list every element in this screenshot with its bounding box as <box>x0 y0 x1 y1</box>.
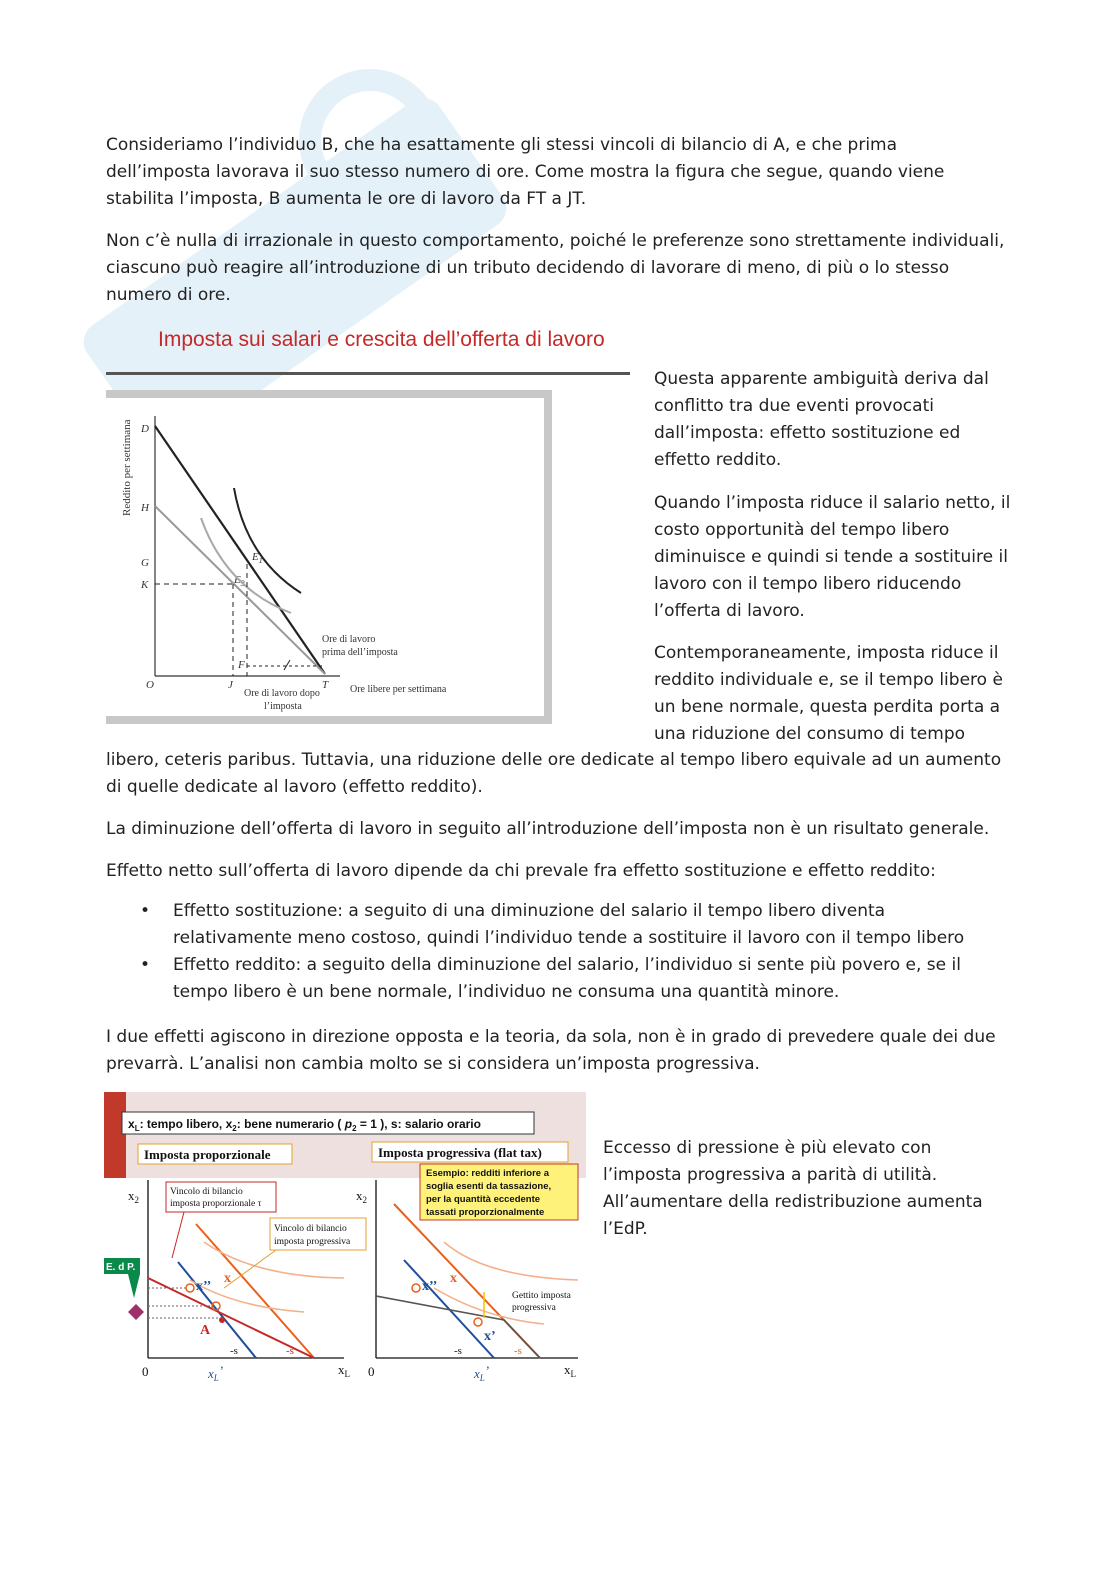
left-origin: 0 <box>142 1364 149 1379</box>
right-origin: 0 <box>368 1364 375 1379</box>
point-xdd-right <box>412 1284 420 1292</box>
gettito-2: progressiva <box>512 1303 556 1313</box>
figure1-rule <box>106 372 630 375</box>
indifference-curve-1 <box>234 488 301 593</box>
right-minus-s-2: -s <box>514 1345 522 1357</box>
label-T: T <box>322 679 329 691</box>
edp-diamond <box>128 1304 144 1320</box>
label-A: A <box>200 1323 211 1338</box>
budget-line-posttax <box>155 506 325 674</box>
paragraph-labor-decrease: La diminuzione dell’offerta di lavoro in seguito all’introduzione dell’imposta non è un risultato generale. <box>106 819 990 839</box>
figure1-chart <box>106 398 542 716</box>
side-edp: Eccesso di pressione è più elevato con l’imposta progressiva a parità di utilità. All’aumentare della redistribuzione aumenta l’EdP. <box>603 1138 983 1239</box>
example-line-4: tassati proporzionalmente <box>426 1207 545 1218</box>
left-minus-s-1: -s <box>230 1345 238 1357</box>
annot-after-2: l’imposta <box>264 701 302 712</box>
paragraph-net-effect: Effetto netto sull’offerta di lavoro dipende da chi prevale fra effetto sostituzione e effetto reddito: <box>106 861 936 881</box>
left-panel-title: Imposta proporzionale <box>144 1147 271 1162</box>
box-vincolo-prog-2: imposta progressiva <box>274 1237 351 1247</box>
label-J: J <box>228 679 233 691</box>
annot-after-1: Ore di lavoro dopo <box>244 688 320 699</box>
arrow-after <box>284 660 290 670</box>
list-item: • Effetto reddito: a seguito della diminuzione del salario, l’individuo si sente più povero e, se il tempo libero è un bene normale, l’individuo ne consuma una quantità minore. <box>106 952 1006 1006</box>
label-F: F <box>238 659 245 671</box>
example-line-1: Esempio: redditi inferiore a <box>426 1168 549 1179</box>
paragraph-intro: Consideriamo l’individuo B, che ha esattamente gli stessi vincoli di bilancio di A, e che prima dell’imposta lavorava il suo stesso numero di ore. Come mostra la figura che segue, quando viene stabilita l’imposta, B aumenta le ore di lavoro da FT a JT. <box>106 135 945 209</box>
label-xprime: x’ <box>484 1329 496 1344</box>
point-xprime <box>474 1318 482 1326</box>
right-x-label: $x_L$ <box>564 1362 576 1379</box>
effects-list <box>106 898 1006 1006</box>
figure2-chart <box>104 1092 590 1388</box>
annot-before-1: Ore di lavoro <box>322 634 376 645</box>
box-vincolo-prop-2: imposta proporzionale τ <box>170 1199 262 1209</box>
annot-before-2: prima dell’imposta <box>322 647 398 658</box>
figure1-xlabel: Ore libere per settimana <box>350 684 447 695</box>
label-D: D <box>141 423 149 435</box>
paragraph-rationality: Non c’è nulla di irrazionale in questo comportamento, poiché le preferenze sono strettamente individuali, ciascuno può reagire all’introduzione di un tributo decidendo di lavorare di meno, di più o lo stesso numero di ore. <box>106 231 1005 305</box>
label-x-right: x <box>450 1271 457 1286</box>
side-ambiguity: Questa apparente ambiguità deriva dal conflitto tra due eventi provocati dall’imposta: effetto sostituzione ed effetto reddito. <box>654 369 989 470</box>
callout-line-prop <box>172 1212 184 1258</box>
right-xL-prime: $x_L$’ <box>474 1363 490 1383</box>
label-x-left: x <box>224 1271 231 1286</box>
right-panel-title: Imposta progressiva (flat tax) <box>378 1145 542 1160</box>
left-x-label: $x_L$ <box>338 1362 350 1379</box>
left-minus-s-2: -s <box>286 1345 294 1357</box>
figure1-ylabel: Reddito per settimana <box>121 419 133 516</box>
label-E1: $E_1$ <box>252 551 263 565</box>
edp-label: E. d P. <box>106 1262 136 1273</box>
example-line-3: per la quantità eccedente <box>426 1194 541 1205</box>
label-H: H <box>141 502 149 514</box>
side-income: Contemporaneamente, imposta riduce il reddito individuale e, se il tempo libero è un bene normale, questa perdita porta a una riduzione del consumo di tempo <box>654 643 1003 744</box>
box-vincolo-prop-1: Vincolo di bilancio <box>170 1187 243 1197</box>
left-xL-prime: $x_L$’ <box>208 1363 224 1383</box>
paragraph-income-continued: libero, ceteris paribus. Tuttavia, una riduzione delle ore dedicate al tempo libero equivale ad un aumento di quelle dedicate al lavoro (effetto reddito). <box>106 750 1002 797</box>
figure2-header: $x_L$: tempo libero, $x_2$: bene numerario ( $p_2 = 1$ ), s: salario orario <box>128 1117 481 1133</box>
gettito-1: Gettito imposta <box>512 1291 571 1301</box>
right-indiff-1 <box>444 1242 578 1280</box>
paragraph-two-effects: I due effetti agiscono in direzione opposta e la teoria, da sola, non è in grado di prevedere quale dei due prevarrà. L’analisi non cambia molto se si considera un’imposta progressiva. <box>106 1027 996 1074</box>
point-xdd-left <box>186 1284 194 1292</box>
point-A-dot <box>219 1317 225 1323</box>
label-E3: $E_3$ <box>234 574 245 588</box>
example-line-2: soglia esenti da tassazione, <box>426 1181 552 1192</box>
box-vincolo-prog-1: Vincolo di bilancio <box>274 1224 347 1234</box>
left-y-label: $x_2$ <box>128 1188 139 1205</box>
label-K: K <box>141 579 149 591</box>
figure1-title: Imposta sui salari e crescita dell’offerta di lavoro <box>158 328 605 351</box>
label-xdd-left: x’’ <box>196 1279 212 1294</box>
label-O: O <box>146 679 154 691</box>
edp-pointer <box>128 1274 140 1298</box>
label-xdd-right: x’’ <box>422 1279 438 1294</box>
right-minus-s-1: -s <box>454 1345 462 1357</box>
label-G: G <box>141 557 149 569</box>
side-substitution: Quando l’imposta riduce il salario netto, il costo opportunità del tempo libero diminuisce e quindi si tende a sostituire il lavoro con il tempo libero riducendo l’offerta di lavoro. <box>654 493 1011 621</box>
right-y-label: $x_2$ <box>356 1188 367 1205</box>
budget-line-pretax <box>155 426 325 674</box>
list-item: • Effetto sostituzione: a seguito di una diminuzione del salario il tempo libero diventa relativamente meno costoso, quindi l’individuo tende a sostituire il lavoro con il tempo libero <box>106 898 1006 952</box>
